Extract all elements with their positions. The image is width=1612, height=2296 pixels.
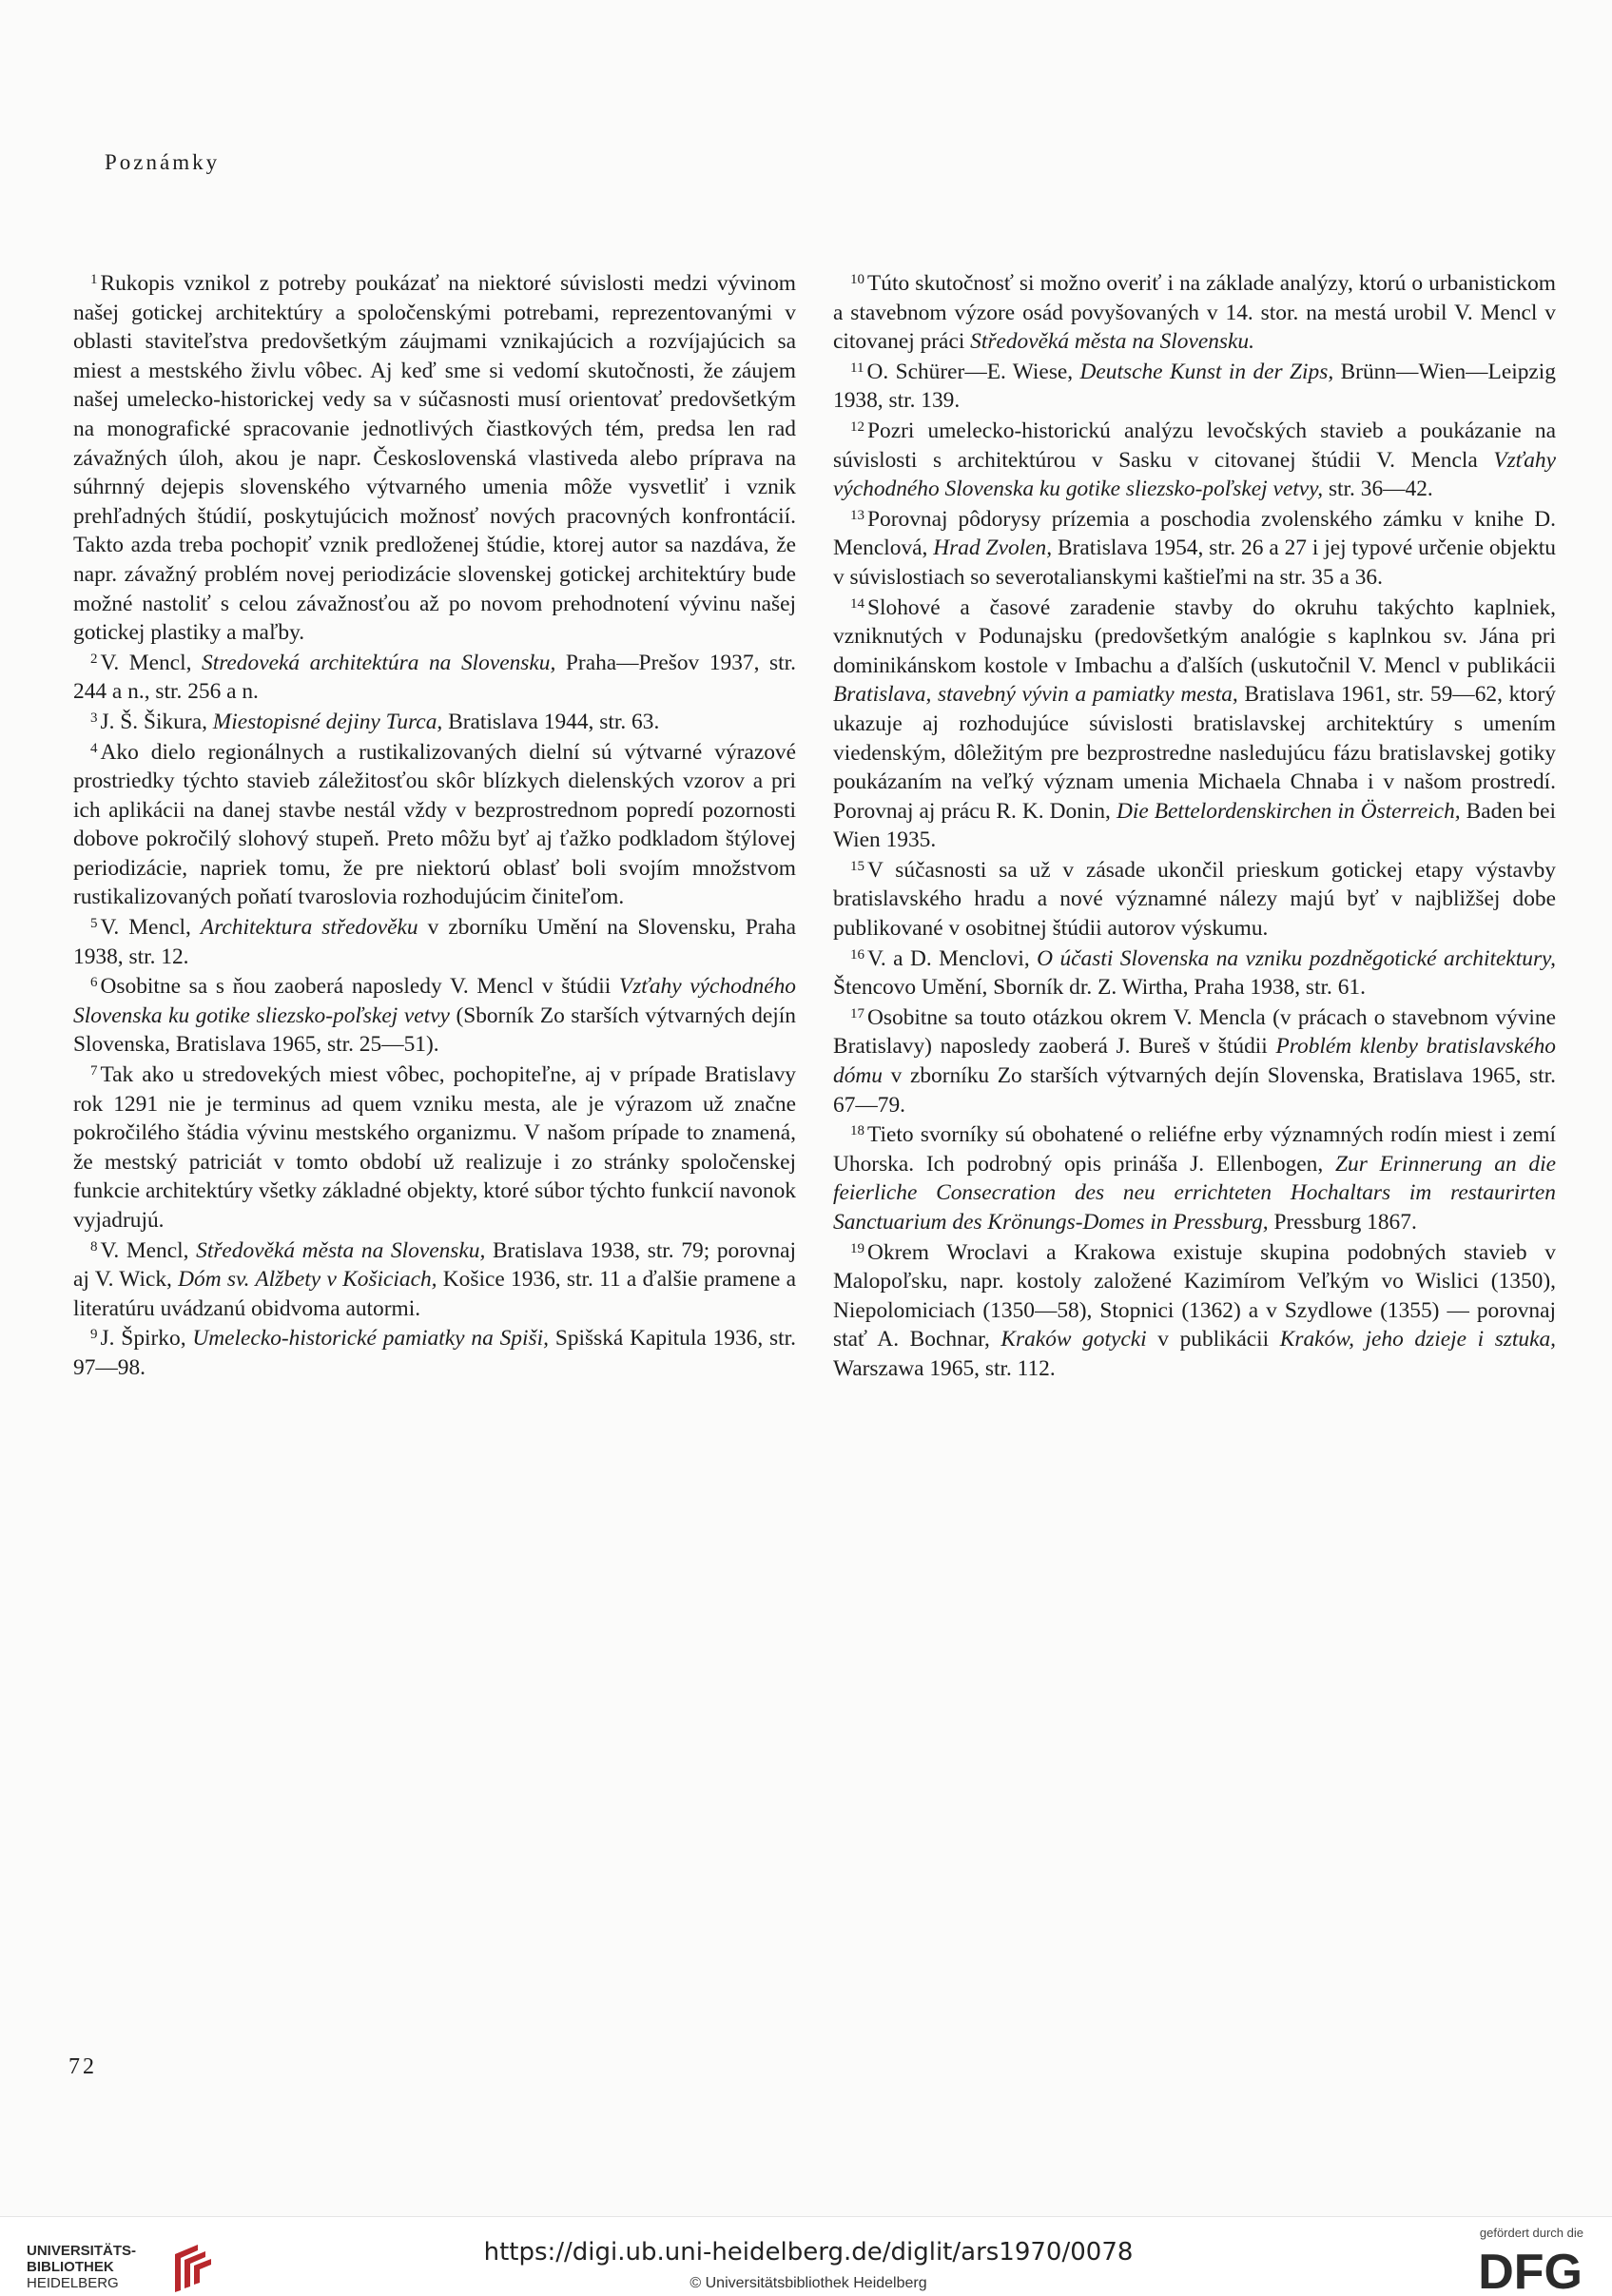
footnote-number: 6 [90, 975, 98, 991]
footnote-number: 18 [850, 1123, 864, 1139]
copyright-notice: © Universitätsbibliothek Heidelberg [689, 2275, 927, 2291]
footnote-number: 12 [850, 418, 864, 435]
footnote-9 [73, 1324, 796, 1382]
footnote-number: 9 [90, 1327, 98, 1343]
page-number: 72 [68, 2054, 97, 2079]
footer-divider [0, 2216, 1612, 2217]
footnote-text: Tieto svorníky sú obohatené o reliéfne erby významných rodín miest i zemí Uhorska. Ich podrobný opis prináša J. Ellenbogen, Zur Erinnerung an die feierliche Consecration des neu errichteten Hochaltars im restaurirten Sanctuarium des Krönungs-Domes in Pressburg, Pressburg 1867. [833, 1122, 1557, 1235]
dfg-logo-icon[interactable] [1434, 2245, 1586, 2294]
library-name-line2: BIBLIOTHEK [27, 2259, 114, 2275]
footnote-16 [833, 944, 1556, 1002]
footnote-number: 3 [90, 710, 98, 726]
footnote-number: 1 [90, 272, 98, 287]
library-name-line1: UNIVERSITÄTS- [27, 2243, 137, 2259]
footnote-7 [73, 1060, 796, 1236]
footnote-6 [73, 972, 796, 1060]
footnote-text: O. Schürer—E. Wiese, Deutsche Kunst in der Zips, Brünn—Wien—Leipzig 1938, str. 139. [833, 359, 1556, 414]
footnote-number: 19 [850, 1240, 864, 1256]
footnote-number: 4 [90, 740, 98, 756]
footnote-19 [833, 1238, 1556, 1384]
footnote-13 [833, 505, 1556, 593]
footnote-text: V. Mencl, Stredoveká architektúra na Slovensku, Praha—Prešov 1937, str. 244 a n., str. 256 a n. [73, 650, 796, 705]
footnote-text: Osobitne sa touto otázkou okrem V. Mencla (v prácach o stavebnom vývine Bratislavy) naposledy zaoberá J. Bureš v štúdii Problém klenby bratislavského dómu v zborníku Zo starších výtvarných dejín Slovenska, Bratislava 1965, str. 67—79. [833, 1004, 1557, 1118]
document-url-link[interactable]: https://digi.ub.uni-heidelberg.de/diglit/ars1970/0078 [483, 2238, 1134, 2267]
footnote-14 [833, 593, 1556, 855]
footnote-text: V. Mencl, Architektura středověku v zborníku Umění na Slovensku, Praha 1938, str. 12. [73, 915, 796, 969]
footnote-1 [73, 269, 796, 648]
footnote-number: 5 [90, 916, 98, 932]
footnote-number: 14 [850, 595, 864, 612]
sponsor-label: gefördert durch die [1479, 2226, 1583, 2240]
library-logo[interactable] [27, 2243, 245, 2290]
footnote-text: V súčasnosti sa už v zásade ukončil prieskum gotickej etapy výstavby bratislavského hradu a nové významné nálezy majú byť v najbližšej dobe publikované v osobitnej štúdii autorov výskumu. [833, 857, 1556, 942]
footnote-12 [833, 417, 1556, 504]
footnote-text: Okrem Wroclavi a Krakowa existuje skupina podobných stavieb v Malopoľsku, napr. kostoly založené Kazimírom Veľkým vo Wislici (1350), Niepolomiciach (1350—58), Stopnici (1362) a v Szydlowe (1355) — porovnaj stať A. Bochnar, Kraków gotycki v publikácii Kraków, jeho dzieje i sztuka, Warszawa 1965, str. 112. [833, 1239, 1557, 1381]
footnote-text: J. Š. Šikura, Miestopisné dejiny Turca, Bratislava 1944, str. 63. [100, 709, 660, 734]
footnote-text: Porovnaj pôdorysy prízemia a poschodia zvolenského zámku v knihe D. Menclová, Hrad Zvolen, Bratislava 1954, str. 26 a 27 i jej typové určenie objektu v súvislostiach so severotalianskymi kaštieľmi na str. 35 a 36. [833, 506, 1556, 590]
library-emblem-icon [169, 2243, 215, 2294]
footnote-8 [73, 1236, 796, 1324]
footnote-4 [73, 738, 796, 913]
footnote-15 [833, 856, 1556, 944]
footnote-number: 13 [850, 507, 864, 523]
dfg-logo-text: DFG [1478, 2245, 1583, 2294]
footnote-number: 16 [850, 946, 864, 963]
footnote-text: J. Špirko, Umelecko-historické pamiatky na Spiši, Spišská Kapitula 1936, str. 97—98. [73, 1326, 796, 1380]
footnote-text: Túto skutočnosť si možno overiť i na základe analýzy, ktorú o urbanistickom a stavebnom výzore osád povyšovaných v 14. stor. na mestá urobil V. Mencl v citovanej práci Středověká města na Slovensku. [833, 271, 1556, 355]
footnote-number: 7 [90, 1063, 98, 1080]
footnote-text: Pozri umelecko-historickú analýzu levočských stavieb a poukázanie na súvislosti s architektúrou v Sasku v citovanej štúdii V. Mencla Vzťahy východného Slovenska ku gotike sliezsko-poľskej vetvy, str. 36—42. [833, 418, 1556, 502]
footnote-number: 10 [850, 272, 864, 287]
footnote-11 [833, 358, 1556, 416]
footnote-3 [73, 708, 796, 737]
notes-column-left [73, 269, 796, 1384]
footnote-number: 8 [90, 1238, 98, 1255]
footnote-2 [73, 649, 796, 707]
footnote-text: V. Mencl, Středověká města na Slovensku, Bratislava 1938, str. 79; porovnaj aj V. Wick, Dóm sv. Alžbety v Košiciach, Košice 1936, str. 11 a ďalšie pramene a literatúru uvádzanú obidvoma autormi. [73, 1237, 796, 1321]
footnote-text: Rukopis vznikol z potreby poukázať na niektoré súvislosti medzi vývinom našej gotickej architektúry a spoločenskými potrebami, reprezentovanými v oblasti staviteľstva predovšetkým záujmami vznikajúcich a rozvíjajúcich sa miest a mestského živlu vôbec. Aj keď sme si vedomí skutočnosti, že záujem našej umelecko-historickej vedy sa v súčasnosti musí orientovať predovšetkým na monografické spracovanie jednotlivých čiastkových tém, predsa len rad závažných úloh, akou je napr. Československá vlastiveda alebo príprava na súhrnný dejepis slovenského výtvarného umenia môže vysvetliť i vznik prehľadných štúdií, poskytujúcich možnosť nových pracovných konfrontácií. Takto azda treba pochopiť vznik predloženej štúdie, ktorej autor sa nazdáva, že napr. závažný problém novej periodizácie slovenskej gotickej architektúry bude možné nastoliť s celou závažnosťou až po novom prehodnotení vývinu našej gotickej plastiky a maľby. [73, 271, 796, 646]
footnote-text: V. a D. Menclovi, O účasti Slovenska na vzniku pozdněgotické architektury, Štencovo Umění, Sborník dr. Z. Wirtha, Praha 1938, str. 61. [833, 945, 1556, 1001]
footnote-text: Ako dielo regionálnych a rustikalizovaných dielní sú výtvarné výrazové prostriedky týchto stavieb záležitosťou skôr blízkych dielenských vzorov a pri ich aplikácii na danej stavbe nestál vždy v bezprostrednom popredí pozornosti dobove pokročilý slohový stupeň. Preto môžu byť aj ťažko podkladom štýlovej periodizácie, napriek tomu, že pre niektorú oblasť boli svojím množstvom rustikalizovaných poňatí tvaroslovia rozhodujúcim činiteľom. [73, 739, 796, 910]
library-name [27, 2243, 169, 2291]
footnote-18 [833, 1120, 1556, 1236]
footnote-text: Tak ako u stredovekých miest vôbec, pochopiteľne, aj v prípade Bratislavy rok 1291 nie je terminus ad quem vzniku mesta, ale je výrazom už značne pokročilého štádia vývinu mestského organizmu. V našom prípade to znamená, že mestský patriciát v tomto období už realizuje i zo stránky spoločenskej funkcie architektúry všetky základné objekty, ktoré súbor týchto funkcií navonok vyjadrujú. [73, 1062, 796, 1233]
footnote-text: Slohové a časové zaradenie stavby do okruhu takýchto kaplniek, vzniknutých v Podunajsku (predovšetkým analógie s kaplnkou sv. Jána pri dominikánskom kostole v Imbachu a ďalších (uskutočnil V. Mencl v publikácii Bratislava, stavebný vývin a pamiatky mesta, Bratislava 1961, str. 59—62, ktorý ukazuje aj rozhodujúce súvislosti bratislavskej architektúry s umením viedenským, dôležitým pre bezprostredne nasledujúcu fázu bratislavskej gotiky poukázaním na veľký význam umenia Michaela Chnaba i v našom prostredí. Porovnaj aj prácu R. K. Donin, Die Bettelordenskirchen in Österreich, Baden bei Wien 1935. [833, 594, 1557, 853]
footnote-5 [73, 913, 796, 971]
footnote-17 [833, 1003, 1556, 1119]
footnote-number: 15 [850, 858, 864, 874]
notes-column-right [833, 269, 1556, 1385]
footnote-number: 2 [90, 651, 98, 667]
page-heading: Poznámky [105, 150, 221, 174]
footnote-text: Osobitne sa s ňou zaoberá naposledy V. Mencl v štúdii Vzťahy východného Slovenska ku gotike sliezsko-poľskej vetvy (Sborník Zo starších výtvarných dejín Slovenska, Bratislava 1965, str. 25—51). [73, 974, 796, 1058]
footnote-number: 11 [850, 360, 864, 376]
footnote-10 [833, 269, 1556, 357]
footnote-number: 17 [850, 1005, 864, 1022]
library-name-line3: HEIDELBERG [27, 2275, 119, 2291]
